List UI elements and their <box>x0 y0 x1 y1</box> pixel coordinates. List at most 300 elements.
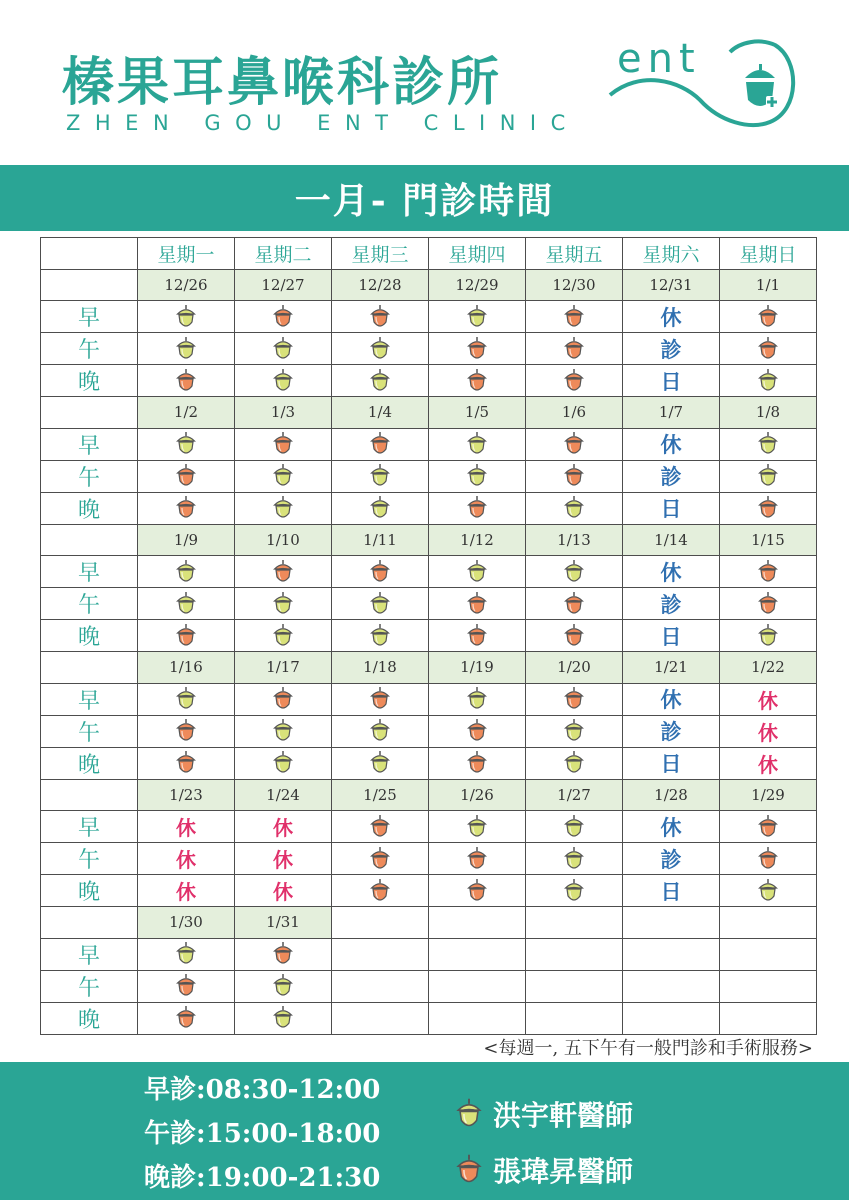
shift-cell <box>138 333 235 365</box>
day-header: 星期二 <box>235 238 332 270</box>
shift-cell <box>526 715 623 747</box>
empty-cell <box>332 1002 429 1034</box>
closed-day-cell: 休 <box>623 811 720 843</box>
acorn-orange-icon <box>272 304 294 330</box>
shift-cell <box>332 620 429 652</box>
empty-cell <box>429 938 526 970</box>
table-row <box>41 460 817 492</box>
acorn-orange-icon <box>175 495 197 521</box>
closed-day-cell: 日 <box>623 492 720 524</box>
shift-cell <box>138 715 235 747</box>
empty-cell <box>429 970 526 1002</box>
shift-cell <box>332 556 429 588</box>
slot-label: 午 <box>41 333 138 365</box>
shift-cell <box>526 875 623 907</box>
acorn-yellow-icon <box>466 686 488 712</box>
closed-day-cell: 診 <box>623 715 720 747</box>
shift-cell <box>138 460 235 492</box>
shift-cell <box>429 811 526 843</box>
slot-label: 早 <box>41 683 138 715</box>
shift-cell <box>138 588 235 620</box>
date-cell: 1/3 <box>235 397 332 429</box>
date-cell <box>720 907 817 939</box>
acorn-yellow-icon <box>563 878 585 904</box>
closed-day-cell: 休 <box>623 428 720 460</box>
acorn-orange-icon <box>455 1153 483 1187</box>
acorn-yellow-icon <box>369 368 391 394</box>
shift-cell <box>429 460 526 492</box>
shift-cell <box>138 428 235 460</box>
acorn-orange-icon <box>466 495 488 521</box>
date-cell: 12/31 <box>623 269 720 301</box>
date-cell: 1/24 <box>235 779 332 811</box>
acorn-orange-icon <box>466 718 488 744</box>
shift-cell <box>138 1002 235 1034</box>
shift-cell <box>235 365 332 397</box>
month-banner <box>0 165 849 231</box>
empty-cell <box>623 1002 720 1034</box>
date-cell: 1/30 <box>138 907 235 939</box>
acorn-yellow-icon <box>369 750 391 776</box>
acorn-orange-icon <box>369 814 391 840</box>
date-row <box>41 524 817 556</box>
date-row <box>41 652 817 684</box>
shift-cell <box>332 747 429 779</box>
holiday-cell: 休 <box>138 811 235 843</box>
acorn-yellow-icon <box>757 623 779 649</box>
acorn-orange-icon <box>175 1005 197 1031</box>
shift-cell <box>138 970 235 1002</box>
shift-cell <box>235 301 332 333</box>
day-header: 星期六 <box>623 238 720 270</box>
acorn-orange-icon <box>563 304 585 330</box>
date-cell: 12/29 <box>429 269 526 301</box>
shift-cell <box>720 428 817 460</box>
holiday-cell: 休 <box>720 683 817 715</box>
date-cell: 1/16 <box>138 652 235 684</box>
date-row <box>41 907 817 939</box>
acorn-yellow-icon <box>563 495 585 521</box>
schedule-table <box>40 237 817 1035</box>
acorn-orange-icon <box>369 559 391 585</box>
acorn-orange-icon <box>272 559 294 585</box>
date-row <box>41 397 817 429</box>
empty-cell <box>623 970 720 1002</box>
closed-day-cell: 休 <box>623 556 720 588</box>
closed-day-cell: 日 <box>623 747 720 779</box>
acorn-yellow-icon <box>466 559 488 585</box>
service-note: <每週一, 五下午有一般門診和手術服務> <box>483 1038 813 1059</box>
shift-cell <box>429 428 526 460</box>
acorn-yellow-icon <box>175 559 197 585</box>
holiday-cell: 休 <box>235 875 332 907</box>
shift-cell <box>720 875 817 907</box>
acorn-orange-icon <box>757 304 779 330</box>
table-row <box>41 588 817 620</box>
shift-cell <box>332 715 429 747</box>
date-row <box>41 269 817 301</box>
holiday-cell: 休 <box>720 747 817 779</box>
closed-day-cell: 日 <box>623 875 720 907</box>
date-cell: 1/23 <box>138 779 235 811</box>
shift-cell <box>429 588 526 620</box>
shift-cell <box>720 301 817 333</box>
shift-cell <box>235 715 332 747</box>
date-cell: 1/28 <box>623 779 720 811</box>
closed-day-cell: 診 <box>623 333 720 365</box>
shift-cell <box>720 620 817 652</box>
empty-cell <box>623 938 720 970</box>
shift-cell <box>429 620 526 652</box>
shift-cell <box>235 747 332 779</box>
acorn-orange-icon <box>757 336 779 362</box>
shift-cell <box>720 811 817 843</box>
shift-cell <box>235 333 332 365</box>
shift-cell <box>235 683 332 715</box>
day-header: 星期四 <box>429 238 526 270</box>
shift-cell <box>720 460 817 492</box>
slot-label: 晚 <box>41 620 138 652</box>
acorn-yellow-icon <box>563 559 585 585</box>
shift-cell <box>235 492 332 524</box>
table-row <box>41 715 817 747</box>
date-cell: 1/21 <box>623 652 720 684</box>
acorn-orange-icon <box>466 591 488 617</box>
acorn-orange-icon <box>466 623 488 649</box>
acorn-orange-icon <box>466 750 488 776</box>
shift-cell <box>332 875 429 907</box>
acorn-yellow-icon <box>175 686 197 712</box>
month-title: 一月- 門診時間 <box>294 179 555 222</box>
acorn-yellow-icon <box>369 495 391 521</box>
date-cell <box>332 907 429 939</box>
table-row <box>41 875 817 907</box>
shift-cell <box>235 556 332 588</box>
table-row <box>41 556 817 588</box>
shift-cell <box>526 365 623 397</box>
holiday-cell: 休 <box>138 875 235 907</box>
shift-cell <box>332 333 429 365</box>
acorn-yellow-icon <box>563 814 585 840</box>
acorn-orange-icon <box>757 846 779 872</box>
shift-cell <box>429 683 526 715</box>
acorn-yellow-icon <box>272 591 294 617</box>
slot-label: 早 <box>41 428 138 460</box>
acorn-orange-icon <box>563 686 585 712</box>
date-cell: 1/1 <box>720 269 817 301</box>
acorn-orange-icon <box>563 623 585 649</box>
doctor-legend <box>455 1086 633 1198</box>
shift-cell <box>720 365 817 397</box>
acorn-yellow-icon <box>175 304 197 330</box>
date-cell <box>623 907 720 939</box>
slot-label: 早 <box>41 811 138 843</box>
acorn-orange-icon <box>369 431 391 457</box>
acorn-yellow-icon <box>369 591 391 617</box>
acorn-orange-icon <box>369 878 391 904</box>
shift-cell <box>235 428 332 460</box>
shift-cell <box>526 460 623 492</box>
shift-cell <box>429 333 526 365</box>
empty-cell <box>720 970 817 1002</box>
shift-cell <box>720 556 817 588</box>
table-row <box>41 683 817 715</box>
empty-cell <box>720 1002 817 1034</box>
acorn-orange-icon <box>563 463 585 489</box>
date-cell <box>429 907 526 939</box>
hours-morning: 早診:08:30-12:00 <box>144 1075 381 1105</box>
acorn-yellow-icon <box>175 336 197 362</box>
acorn-orange-icon <box>175 973 197 999</box>
shift-cell <box>235 938 332 970</box>
date-cell: 1/20 <box>526 652 623 684</box>
table-row <box>41 301 817 333</box>
acorn-yellow-icon <box>272 623 294 649</box>
acorn-orange-icon <box>369 686 391 712</box>
date-cell: 1/7 <box>623 397 720 429</box>
acorn-yellow-icon <box>466 463 488 489</box>
date-cell: 1/26 <box>429 779 526 811</box>
date-cell: 1/22 <box>720 652 817 684</box>
shift-cell <box>138 556 235 588</box>
shift-cell <box>332 588 429 620</box>
shift-cell <box>332 301 429 333</box>
date-cell: 1/19 <box>429 652 526 684</box>
acorn-yellow-icon <box>175 941 197 967</box>
date-cell: 1/5 <box>429 397 526 429</box>
acorn-yellow-icon <box>369 718 391 744</box>
date-cell: 12/27 <box>235 269 332 301</box>
acorn-yellow-icon <box>466 814 488 840</box>
date-cell: 1/13 <box>526 524 623 556</box>
acorn-orange-icon <box>563 336 585 362</box>
shift-cell <box>720 843 817 875</box>
acorn-orange-icon <box>272 431 294 457</box>
shift-cell <box>235 460 332 492</box>
empty-cell <box>429 1002 526 1034</box>
shift-cell <box>138 620 235 652</box>
shift-cell <box>332 460 429 492</box>
table-row <box>41 1002 817 1034</box>
acorn-yellow-icon <box>563 718 585 744</box>
shift-cell <box>138 747 235 779</box>
acorn-yellow-icon <box>272 495 294 521</box>
date-row-label <box>41 269 138 301</box>
table-row <box>41 970 817 1002</box>
hours-evening: 晚診:19:00-21:30 <box>144 1163 381 1193</box>
date-row-label <box>41 779 138 811</box>
table-row <box>41 333 817 365</box>
legend-doctor-b: 張瑋昇醫師 <box>455 1142 633 1198</box>
clinic-name: 榛果耳鼻喉科診所 <box>62 53 503 113</box>
acorn-yellow-icon <box>272 750 294 776</box>
slot-label: 午 <box>41 843 138 875</box>
empty-cell <box>332 970 429 1002</box>
date-cell: 1/17 <box>235 652 332 684</box>
date-cell: 12/30 <box>526 269 623 301</box>
date-cell: 1/25 <box>332 779 429 811</box>
acorn-yellow-icon <box>466 431 488 457</box>
acorn-orange-icon <box>175 750 197 776</box>
table-row <box>41 843 817 875</box>
acorn-orange-icon <box>563 431 585 457</box>
table-row <box>41 365 817 397</box>
acorn-yellow-icon <box>272 973 294 999</box>
closed-day-cell: 休 <box>623 301 720 333</box>
acorn-yellow-icon <box>272 718 294 744</box>
acorn-yellow-icon <box>369 623 391 649</box>
shift-cell <box>526 556 623 588</box>
slot-label: 晚 <box>41 365 138 397</box>
table-row <box>41 620 817 652</box>
shift-cell <box>235 970 332 1002</box>
shift-cell <box>526 620 623 652</box>
closed-day-cell: 日 <box>623 620 720 652</box>
slot-label: 午 <box>41 588 138 620</box>
acorn-yellow-icon <box>757 368 779 394</box>
shift-cell <box>720 333 817 365</box>
shift-cell <box>332 811 429 843</box>
date-cell: 1/31 <box>235 907 332 939</box>
closed-day-cell: 日 <box>623 365 720 397</box>
acorn-yellow-icon <box>272 463 294 489</box>
date-row-label <box>41 652 138 684</box>
acorn-yellow-icon <box>175 431 197 457</box>
acorn-yellow-icon <box>563 846 585 872</box>
holiday-cell: 休 <box>720 715 817 747</box>
slot-label: 午 <box>41 715 138 747</box>
day-header: 星期一 <box>138 238 235 270</box>
empty-cell <box>526 1002 623 1034</box>
shift-cell <box>526 492 623 524</box>
shift-cell <box>429 301 526 333</box>
slot-label: 午 <box>41 970 138 1002</box>
acorn-orange-icon <box>466 368 488 394</box>
date-cell: 1/18 <box>332 652 429 684</box>
date-cell: 1/6 <box>526 397 623 429</box>
shift-cell <box>526 683 623 715</box>
closed-day-cell: 診 <box>623 460 720 492</box>
date-cell: 1/15 <box>720 524 817 556</box>
acorn-orange-icon <box>466 336 488 362</box>
day-header: 星期三 <box>332 238 429 270</box>
shift-cell <box>720 588 817 620</box>
table-row <box>41 938 817 970</box>
acorn-orange-icon <box>466 846 488 872</box>
closed-day-cell: 休 <box>623 683 720 715</box>
shift-cell <box>526 843 623 875</box>
legend-doctor-a: 洪宇軒醫師 <box>455 1086 633 1142</box>
holiday-cell: 休 <box>235 811 332 843</box>
shift-cell <box>332 428 429 460</box>
acorn-yellow-icon <box>466 304 488 330</box>
acorn-yellow-icon <box>369 336 391 362</box>
slot-label: 晚 <box>41 875 138 907</box>
date-cell: 1/8 <box>720 397 817 429</box>
acorn-orange-icon <box>272 686 294 712</box>
shift-cell <box>526 588 623 620</box>
shift-cell <box>332 365 429 397</box>
shift-cell <box>429 365 526 397</box>
acorn-orange-icon <box>175 368 197 394</box>
slot-label: 早 <box>41 938 138 970</box>
holiday-cell: 休 <box>235 843 332 875</box>
table-row <box>41 492 817 524</box>
table-row <box>41 747 817 779</box>
shift-cell <box>138 938 235 970</box>
acorn-yellow-icon <box>757 463 779 489</box>
hours-afternoon: 午診:15:00-18:00 <box>144 1119 381 1149</box>
empty-cell <box>720 938 817 970</box>
empty-cell <box>526 938 623 970</box>
date-cell: 1/12 <box>429 524 526 556</box>
date-cell: 1/11 <box>332 524 429 556</box>
empty-cell <box>526 970 623 1002</box>
date-row-label <box>41 907 138 939</box>
clinic-name-en: ZHEN GOU ENT CLINIC <box>66 111 580 135</box>
slot-label: 晚 <box>41 492 138 524</box>
corner-cell <box>41 238 138 270</box>
empty-cell <box>332 938 429 970</box>
acorn-orange-icon <box>757 495 779 521</box>
shift-cell <box>526 301 623 333</box>
acorn-orange-icon <box>563 591 585 617</box>
date-cell <box>526 907 623 939</box>
logo-text: ent <box>617 36 701 82</box>
acorn-orange-icon <box>175 463 197 489</box>
date-cell: 1/29 <box>720 779 817 811</box>
acorn-orange-icon <box>563 368 585 394</box>
shift-cell <box>332 492 429 524</box>
acorn-orange-icon <box>175 718 197 744</box>
acorn-yellow-icon <box>563 750 585 776</box>
shift-cell <box>526 333 623 365</box>
date-cell: 12/26 <box>138 269 235 301</box>
shift-cell <box>332 843 429 875</box>
date-row <box>41 779 817 811</box>
acorn-yellow-icon <box>369 463 391 489</box>
shift-cell <box>429 875 526 907</box>
acorn-yellow-icon <box>757 431 779 457</box>
acorn-orange-icon <box>757 814 779 840</box>
date-cell: 1/14 <box>623 524 720 556</box>
shift-cell <box>429 747 526 779</box>
shift-cell <box>235 620 332 652</box>
acorn-yellow-icon <box>175 591 197 617</box>
table-row <box>41 811 817 843</box>
acorn-orange-icon <box>369 846 391 872</box>
date-cell: 1/2 <box>138 397 235 429</box>
acorn-orange-icon <box>272 941 294 967</box>
closed-day-cell: 診 <box>623 588 720 620</box>
acorn-orange-icon <box>757 559 779 585</box>
acorn-yellow-icon <box>455 1097 483 1131</box>
day-header: 星期日 <box>720 238 817 270</box>
date-cell: 1/9 <box>138 524 235 556</box>
shift-cell <box>138 365 235 397</box>
shift-cell <box>429 556 526 588</box>
table-row <box>41 428 817 460</box>
holiday-cell: 休 <box>138 843 235 875</box>
shift-cell <box>429 843 526 875</box>
shift-cell <box>235 1002 332 1034</box>
shift-cell <box>720 492 817 524</box>
shift-cell <box>138 301 235 333</box>
slot-label: 晚 <box>41 747 138 779</box>
footer-bar <box>0 1062 849 1200</box>
shift-cell <box>526 811 623 843</box>
shift-cell <box>526 428 623 460</box>
